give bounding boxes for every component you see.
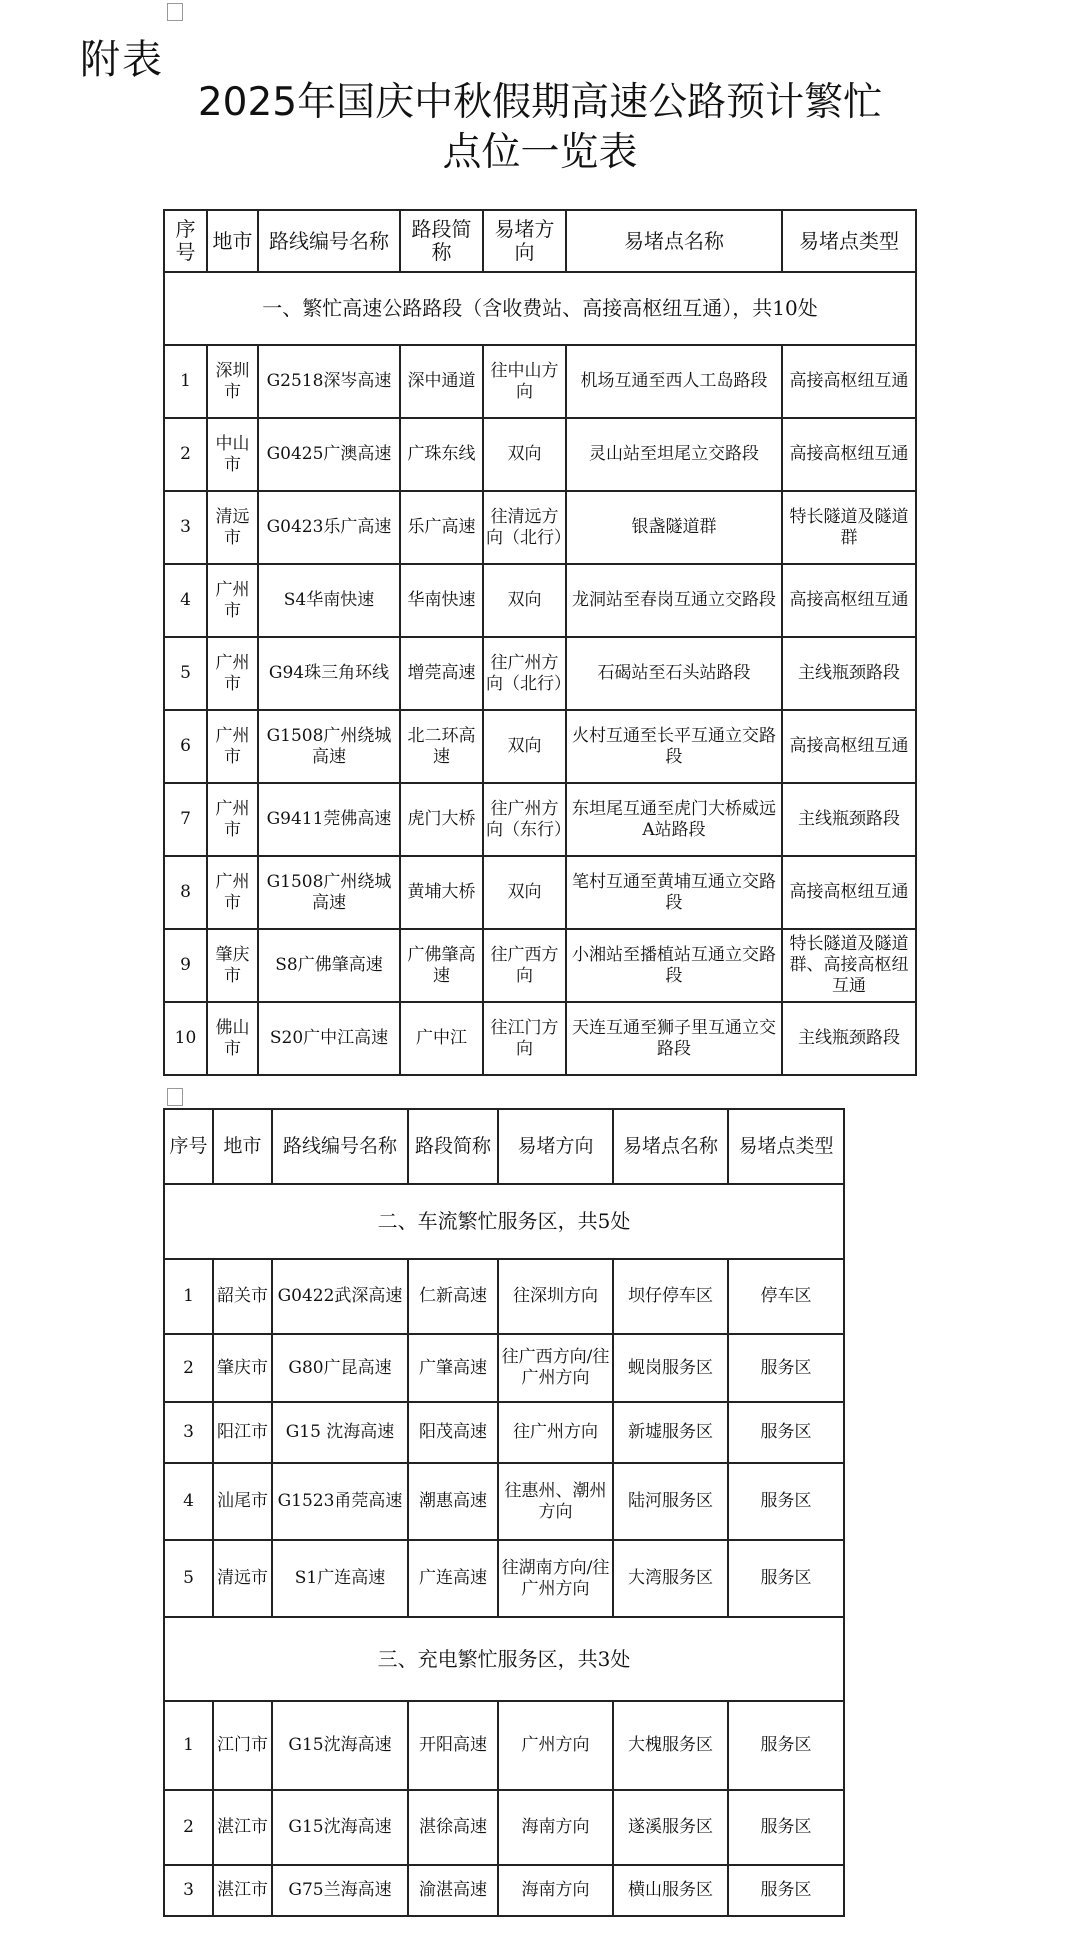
cell-point: 灵山站至坦尾立交路段 bbox=[566, 418, 782, 491]
cell-point: 小湘站至播植站互通立交路段 bbox=[566, 929, 782, 1002]
table-row bbox=[164, 491, 916, 564]
cell-segment: 北二环高速 bbox=[400, 710, 483, 783]
cell-no: 1 bbox=[164, 345, 207, 418]
table-row bbox=[164, 1540, 844, 1617]
cell-city: 阳江市 bbox=[213, 1402, 272, 1463]
cell-point: 横山服务区 bbox=[613, 1865, 728, 1916]
cell-city: 广州市 bbox=[207, 856, 258, 929]
table-row bbox=[164, 1402, 844, 1463]
header-point: 易堵点名称 bbox=[566, 210, 782, 272]
cell-type: 停车区 bbox=[728, 1259, 844, 1334]
cell-no: 6 bbox=[164, 710, 207, 783]
table-row bbox=[164, 345, 916, 418]
cell-direction: 往清远方向（北行） bbox=[483, 491, 566, 564]
header-route: 路线编号名称 bbox=[272, 1109, 408, 1184]
cell-direction: 海南方向 bbox=[498, 1790, 613, 1865]
header-segment: 路段简称 bbox=[408, 1109, 498, 1184]
cell-type: 高接高枢纽互通 bbox=[782, 564, 916, 637]
cell-city: 中山市 bbox=[207, 418, 258, 491]
page-title bbox=[0, 78, 1080, 178]
cell-type: 服务区 bbox=[728, 1865, 844, 1916]
cell-city: 广州市 bbox=[207, 637, 258, 710]
cell-segment: 广珠东线 bbox=[400, 418, 483, 491]
section-heading: 一、繁忙高速公路路段（含收费站、高接高枢纽互通），共10处 bbox=[164, 272, 916, 345]
cell-city: 肇庆市 bbox=[207, 929, 258, 1002]
cell-type: 服务区 bbox=[728, 1463, 844, 1540]
cell-segment: 虎门大桥 bbox=[400, 783, 483, 856]
cell-segment: 广中江 bbox=[400, 1002, 483, 1075]
cell-type: 服务区 bbox=[728, 1540, 844, 1617]
cell-city: 湛江市 bbox=[213, 1790, 272, 1865]
header-segment: 路段简称 bbox=[400, 210, 483, 272]
cell-route: G1508广州绕城高速 bbox=[258, 710, 400, 783]
cell-route: G15 沈海高速 bbox=[272, 1402, 408, 1463]
cell-direction: 双向 bbox=[483, 856, 566, 929]
cell-point: 笔村互通至黄埔互通立交路段 bbox=[566, 856, 782, 929]
cell-segment: 华南快速 bbox=[400, 564, 483, 637]
cell-direction: 双向 bbox=[483, 710, 566, 783]
table-row bbox=[164, 1334, 844, 1402]
cell-type: 主线瓶颈路段 bbox=[782, 1002, 916, 1075]
cell-type: 服务区 bbox=[728, 1790, 844, 1865]
section-heading-row bbox=[164, 1184, 844, 1259]
page-title-line-1: 2025年国庆中秋假期高速公路预计繁忙 bbox=[197, 80, 883, 125]
cell-direction: 往深圳方向 bbox=[498, 1259, 613, 1334]
cell-no: 5 bbox=[164, 1540, 213, 1617]
cell-no: 3 bbox=[164, 1865, 213, 1916]
cell-direction: 双向 bbox=[483, 418, 566, 491]
cell-direction: 往湖南方向/往广州方向 bbox=[498, 1540, 613, 1617]
cell-no: 7 bbox=[164, 783, 207, 856]
attachment-label: 附表 bbox=[80, 37, 164, 83]
cell-route: G15沈海高速 bbox=[272, 1701, 408, 1790]
cell-no: 1 bbox=[164, 1259, 213, 1334]
cell-segment: 开阳高速 bbox=[408, 1701, 498, 1790]
cell-no: 3 bbox=[164, 491, 207, 564]
table-row bbox=[164, 564, 916, 637]
header-no: 序号 bbox=[164, 1109, 213, 1184]
cell-route: G75兰海高速 bbox=[272, 1865, 408, 1916]
cell-type: 高接高枢纽互通 bbox=[782, 345, 916, 418]
cell-route: G0422武深高速 bbox=[272, 1259, 408, 1334]
cell-no: 5 bbox=[164, 637, 207, 710]
cell-type: 高接高枢纽互通 bbox=[782, 710, 916, 783]
cell-direction: 往江门方向 bbox=[483, 1002, 566, 1075]
cell-segment: 仁新高速 bbox=[408, 1259, 498, 1334]
page-title-line-2: 点位一览表 bbox=[442, 130, 638, 175]
cell-segment: 广连高速 bbox=[408, 1540, 498, 1617]
header-route: 路线编号名称 bbox=[258, 210, 400, 272]
cell-city: 佛山市 bbox=[207, 1002, 258, 1075]
cell-segment: 广佛肇高速 bbox=[400, 929, 483, 1002]
cell-segment: 深中通道 bbox=[400, 345, 483, 418]
cell-route: G80广昆高速 bbox=[272, 1334, 408, 1402]
cell-point: 龙洞站至春岗互通立交路段 bbox=[566, 564, 782, 637]
cell-point: 新墟服务区 bbox=[613, 1402, 728, 1463]
table-header-row bbox=[164, 210, 916, 272]
cell-no: 2 bbox=[164, 1334, 213, 1402]
cell-city: 广州市 bbox=[207, 783, 258, 856]
cell-route: G1508广州绕城高速 bbox=[258, 856, 400, 929]
cell-no: 2 bbox=[164, 418, 207, 491]
cell-point: 陆河服务区 bbox=[613, 1463, 728, 1540]
cell-segment: 黄埔大桥 bbox=[400, 856, 483, 929]
cell-type: 服务区 bbox=[728, 1334, 844, 1402]
table-row bbox=[164, 783, 916, 856]
cell-point: 石碣站至石头站路段 bbox=[566, 637, 782, 710]
cell-segment: 潮惠高速 bbox=[408, 1463, 498, 1540]
cell-route: G94珠三角环线 bbox=[258, 637, 400, 710]
cell-route: G1523甬莞高速 bbox=[272, 1463, 408, 1540]
section-heading-row bbox=[164, 272, 916, 345]
cell-point: 坝仔停车区 bbox=[613, 1259, 728, 1334]
cell-type: 特长隧道及隧道群、高接高枢纽互通 bbox=[782, 929, 916, 1002]
cell-point: 火村互通至长平互通立交路段 bbox=[566, 710, 782, 783]
table-row bbox=[164, 929, 916, 1002]
cell-route: G15沈海高速 bbox=[272, 1790, 408, 1865]
cell-route: S1广连高速 bbox=[272, 1540, 408, 1617]
cell-no: 10 bbox=[164, 1002, 207, 1075]
cell-route: S8广佛肇高速 bbox=[258, 929, 400, 1002]
cell-segment: 渝湛高速 bbox=[408, 1865, 498, 1916]
table-row bbox=[164, 1463, 844, 1540]
cell-city: 深圳市 bbox=[207, 345, 258, 418]
cell-direction: 往广州方向（东行） bbox=[483, 783, 566, 856]
cell-city: 汕尾市 bbox=[213, 1463, 272, 1540]
cell-route: G0423乐广高速 bbox=[258, 491, 400, 564]
header-city: 地市 bbox=[207, 210, 258, 272]
header-type: 易堵点类型 bbox=[782, 210, 916, 272]
table-row bbox=[164, 1259, 844, 1334]
cell-direction: 海南方向 bbox=[498, 1865, 613, 1916]
cell-point: 银盏隧道群 bbox=[566, 491, 782, 564]
table-header-row bbox=[164, 1109, 844, 1184]
header-point: 易堵点名称 bbox=[613, 1109, 728, 1184]
cell-city: 韶关市 bbox=[213, 1259, 272, 1334]
table-row bbox=[164, 1002, 916, 1075]
section-heading: 三、充电繁忙服务区，共3处 bbox=[164, 1617, 844, 1701]
section-heading-row bbox=[164, 1617, 844, 1701]
header-direction: 易堵方向 bbox=[498, 1109, 613, 1184]
cell-segment: 阳茂高速 bbox=[408, 1402, 498, 1463]
cell-type: 特长隧道及隧道群 bbox=[782, 491, 916, 564]
placeholder-box-icon bbox=[167, 3, 183, 21]
table-row bbox=[164, 1790, 844, 1865]
cell-route: S20广中江高速 bbox=[258, 1002, 400, 1075]
cell-no: 4 bbox=[164, 1463, 213, 1540]
header-type: 易堵点类型 bbox=[728, 1109, 844, 1184]
cell-point: 蚬岗服务区 bbox=[613, 1334, 728, 1402]
cell-direction: 往惠州、潮州方向 bbox=[498, 1463, 613, 1540]
header-city: 地市 bbox=[213, 1109, 272, 1184]
cell-point: 大湾服务区 bbox=[613, 1540, 728, 1617]
cell-segment: 湛徐高速 bbox=[408, 1790, 498, 1865]
cell-no: 4 bbox=[164, 564, 207, 637]
cell-segment: 增莞高速 bbox=[400, 637, 483, 710]
cell-type: 高接高枢纽互通 bbox=[782, 856, 916, 929]
cell-direction: 往广州方向（北行） bbox=[483, 637, 566, 710]
cell-city: 江门市 bbox=[213, 1701, 272, 1790]
header-direction: 易堵方向 bbox=[483, 210, 566, 272]
cell-city: 清远市 bbox=[207, 491, 258, 564]
placeholder-box-icon bbox=[167, 1088, 183, 1106]
cell-route: G9411莞佛高速 bbox=[258, 783, 400, 856]
cell-point: 东坦尾互通至虎门大桥威远A站路段 bbox=[566, 783, 782, 856]
cell-point: 机场互通至西人工岛路段 bbox=[566, 345, 782, 418]
cell-no: 3 bbox=[164, 1402, 213, 1463]
cell-point: 大槐服务区 bbox=[613, 1701, 728, 1790]
cell-type: 主线瓶颈路段 bbox=[782, 637, 916, 710]
cell-segment: 广肇高速 bbox=[408, 1334, 498, 1402]
cell-segment: 乐广高速 bbox=[400, 491, 483, 564]
cell-point: 遂溪服务区 bbox=[613, 1790, 728, 1865]
cell-direction: 双向 bbox=[483, 564, 566, 637]
cell-no: 8 bbox=[164, 856, 207, 929]
cell-city: 广州市 bbox=[207, 564, 258, 637]
cell-point: 天连互通至狮子里互通立交路段 bbox=[566, 1002, 782, 1075]
cell-route: S4华南快速 bbox=[258, 564, 400, 637]
service-area-table bbox=[163, 1108, 845, 1917]
table-row bbox=[164, 856, 916, 929]
cell-direction: 广州方向 bbox=[498, 1701, 613, 1790]
busy-road-table bbox=[163, 209, 917, 1076]
cell-no: 9 bbox=[164, 929, 207, 1002]
cell-type: 主线瓶颈路段 bbox=[782, 783, 916, 856]
cell-direction: 往广州方向 bbox=[498, 1402, 613, 1463]
cell-city: 肇庆市 bbox=[213, 1334, 272, 1402]
cell-direction: 往广西方向 bbox=[483, 929, 566, 1002]
cell-type: 服务区 bbox=[728, 1701, 844, 1790]
table-row bbox=[164, 418, 916, 491]
cell-type: 高接高枢纽互通 bbox=[782, 418, 916, 491]
table-row bbox=[164, 1701, 844, 1790]
cell-city: 广州市 bbox=[207, 710, 258, 783]
cell-direction: 往中山方向 bbox=[483, 345, 566, 418]
cell-no: 1 bbox=[164, 1701, 213, 1790]
cell-route: G2518深岑高速 bbox=[258, 345, 400, 418]
cell-no: 2 bbox=[164, 1790, 213, 1865]
cell-city: 清远市 bbox=[213, 1540, 272, 1617]
table-row bbox=[164, 637, 916, 710]
cell-direction: 往广西方向/往广州方向 bbox=[498, 1334, 613, 1402]
table-row bbox=[164, 1865, 844, 1916]
section-heading: 二、车流繁忙服务区，共5处 bbox=[164, 1184, 844, 1259]
table-row bbox=[164, 710, 916, 783]
cell-type: 服务区 bbox=[728, 1402, 844, 1463]
header-no: 序号 bbox=[164, 210, 207, 272]
cell-city: 湛江市 bbox=[213, 1865, 272, 1916]
cell-route: G0425广澳高速 bbox=[258, 418, 400, 491]
